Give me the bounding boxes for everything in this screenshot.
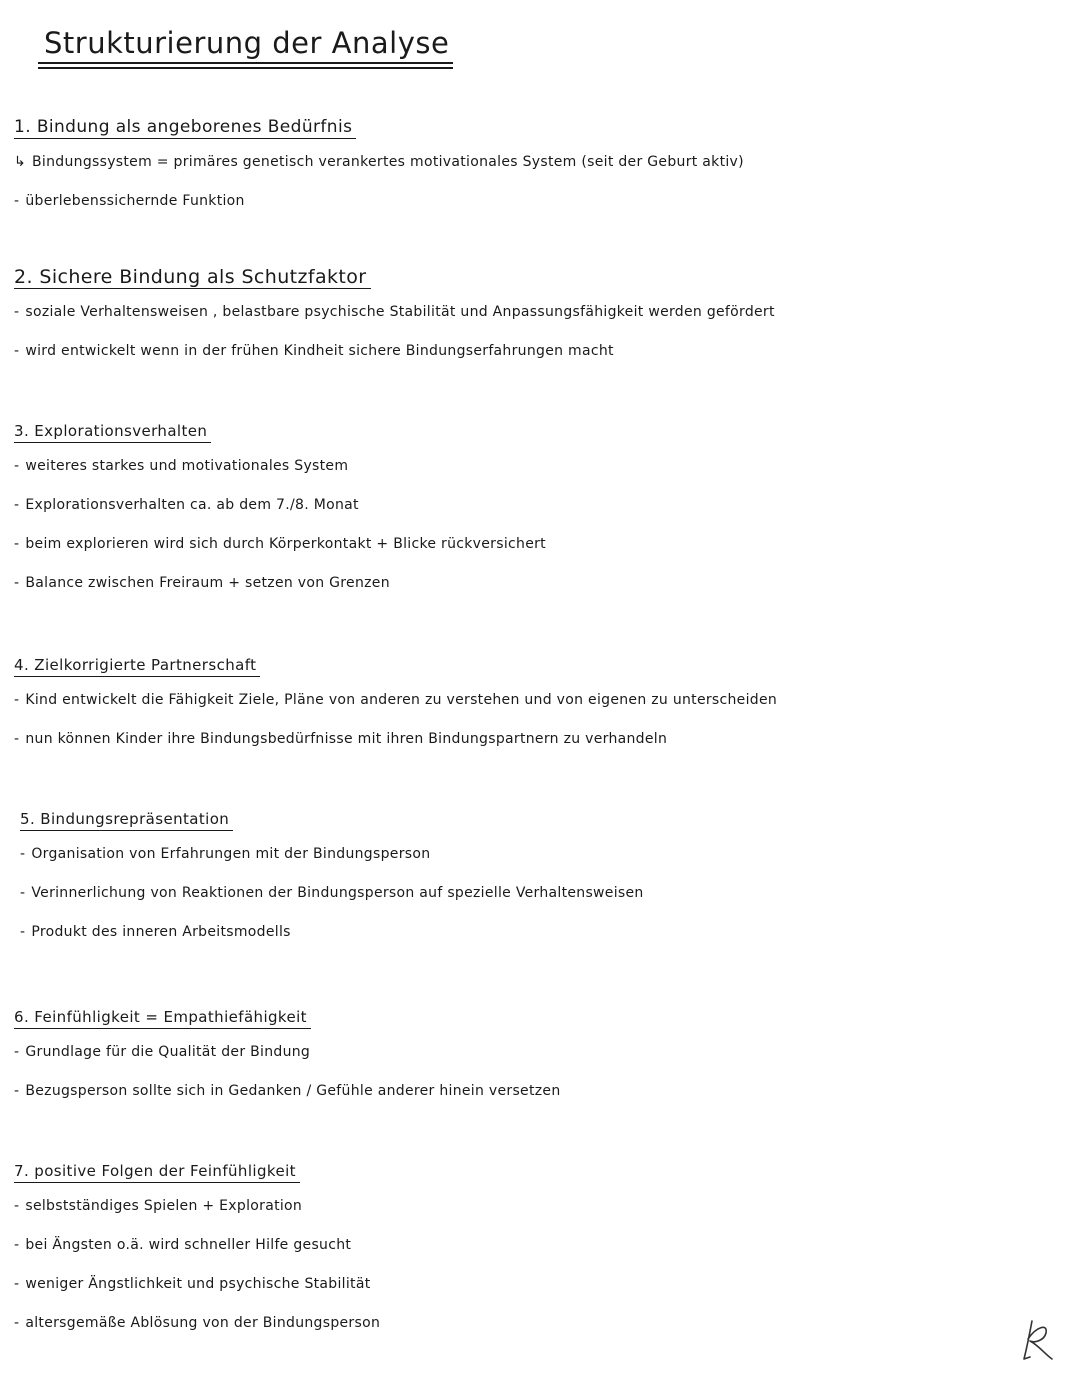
list-item — [14, 689, 777, 728]
section-1 — [14, 116, 744, 229]
section-list — [14, 1195, 380, 1351]
list-item — [14, 151, 744, 190]
list-item — [14, 1234, 380, 1273]
dash-marker: - — [14, 1315, 20, 1331]
dash-marker: - — [14, 1198, 20, 1214]
list-item — [14, 1195, 380, 1234]
dash-marker: - — [14, 193, 20, 209]
dash-marker: - — [14, 458, 20, 474]
dash-marker: - — [14, 304, 20, 320]
list-item-text: Bindungssystem = primäres genetisch verankertes motivationales System (seit der Geburt aktiv) — [32, 154, 744, 170]
list-item — [14, 1080, 561, 1119]
list-item — [20, 921, 644, 960]
section-6 — [14, 1006, 561, 1119]
page-title: Strukturierung der Analyse — [38, 26, 453, 64]
list-item-text: weiteres starkes und motivationales System — [25, 458, 349, 474]
section-3 — [14, 420, 546, 611]
section-heading: 4. Zielkorrigierte Partnerschaft — [14, 654, 260, 677]
list-item — [14, 190, 744, 229]
section-5 — [20, 808, 644, 960]
section-4 — [14, 654, 777, 767]
list-item-text: Verinnerlichung von Reaktionen der Bindungsperson auf spezielle Verhaltensweisen — [31, 885, 644, 901]
section-list — [14, 455, 546, 611]
section-heading: 7. positive Folgen der Feinfühligkeit — [14, 1160, 300, 1183]
dash-marker: - — [14, 1276, 20, 1292]
list-item-text: selbstständiges Spielen + Exploration — [25, 1198, 303, 1214]
list-item — [20, 882, 644, 921]
list-item-text: nun können Kinder ihre Bindungsbedürfnisse mit ihren Bindungspartnern zu verhandeln — [25, 731, 668, 747]
section-heading: 5. Bindungsrepräsentation — [20, 808, 233, 831]
section-heading: 3. Explorationsverhalten — [14, 420, 211, 443]
section-heading: 6. Feinfühligkeit = Empathiefähigkeit — [14, 1006, 311, 1029]
section-heading: 2. Sichere Bindung als Schutzfaktor — [14, 266, 371, 289]
section-2 — [14, 266, 775, 379]
signature-mark — [1018, 1317, 1058, 1363]
list-item — [14, 301, 775, 340]
list-item-text: Produkt des inneren Arbeitsmodells — [31, 924, 291, 940]
list-item — [14, 572, 546, 611]
list-item-text: soziale Verhaltensweisen , belastbare psychische Stabilität und Anpassungsfähigkeit werden gefördert — [25, 304, 775, 320]
list-item — [14, 1041, 561, 1080]
list-item-text: Bezugsperson sollte sich in Gedanken / Gefühle anderer hinein versetzen — [25, 1083, 561, 1099]
list-item-text: weniger Ängstlichkeit und psychische Stabilität — [25, 1276, 371, 1292]
dash-marker: - — [20, 924, 26, 940]
list-item-text: beim explorieren wird sich durch Körperkontakt + Blicke rückversichert — [25, 536, 546, 552]
dash-marker: - — [14, 575, 20, 591]
dash-marker: - — [14, 1044, 20, 1060]
list-item-text: wird entwickelt wenn in der frühen Kindheit sichere Bindungserfahrungen macht — [25, 343, 614, 359]
dash-marker: - — [14, 343, 20, 359]
section-list — [14, 1041, 561, 1119]
section-7 — [14, 1160, 380, 1351]
dash-marker: - — [14, 1237, 20, 1253]
list-item-text: Kind entwickelt die Fähigkeit Ziele, Pläne von anderen zu verstehen und von eigenen zu unterscheiden — [25, 692, 778, 708]
list-item — [14, 494, 546, 533]
list-item — [14, 1312, 380, 1351]
list-item-text: Grundlage für die Qualität der Bindung — [25, 1044, 311, 1060]
section-list — [20, 843, 644, 960]
list-item — [14, 1273, 380, 1312]
list-item-text: überlebenssichernde Funktion — [25, 193, 245, 209]
list-item-text: Organisation von Erfahrungen mit der Bindungsperson — [31, 846, 431, 862]
dash-marker: - — [20, 885, 26, 901]
list-item-text: Balance zwischen Freiraum + setzen von Grenzen — [25, 575, 390, 591]
list-item — [14, 340, 775, 379]
section-list — [14, 689, 777, 767]
list-item-text: altersgemäße Ablösung von der Bindungsperson — [25, 1315, 381, 1331]
dash-marker: - — [14, 731, 20, 747]
section-list — [14, 301, 775, 379]
dash-marker: - — [14, 692, 20, 708]
dash-marker: - — [20, 846, 26, 862]
arrow-icon: ↳ — [14, 154, 27, 170]
dash-marker: - — [14, 497, 20, 513]
list-item — [14, 728, 777, 767]
list-item — [14, 533, 546, 572]
list-item — [20, 843, 644, 882]
section-heading: 1. Bindung als angeborenes Bedürfnis — [14, 116, 356, 139]
list-item — [14, 455, 546, 494]
dash-marker: - — [14, 1083, 20, 1099]
dash-marker: - — [14, 536, 20, 552]
list-item-text: bei Ängsten o.ä. wird schneller Hilfe gesucht — [25, 1237, 352, 1253]
page-title-block — [38, 26, 453, 64]
section-list — [14, 151, 744, 229]
list-item-text: Explorationsverhalten ca. ab dem 7./8. Monat — [25, 497, 359, 513]
